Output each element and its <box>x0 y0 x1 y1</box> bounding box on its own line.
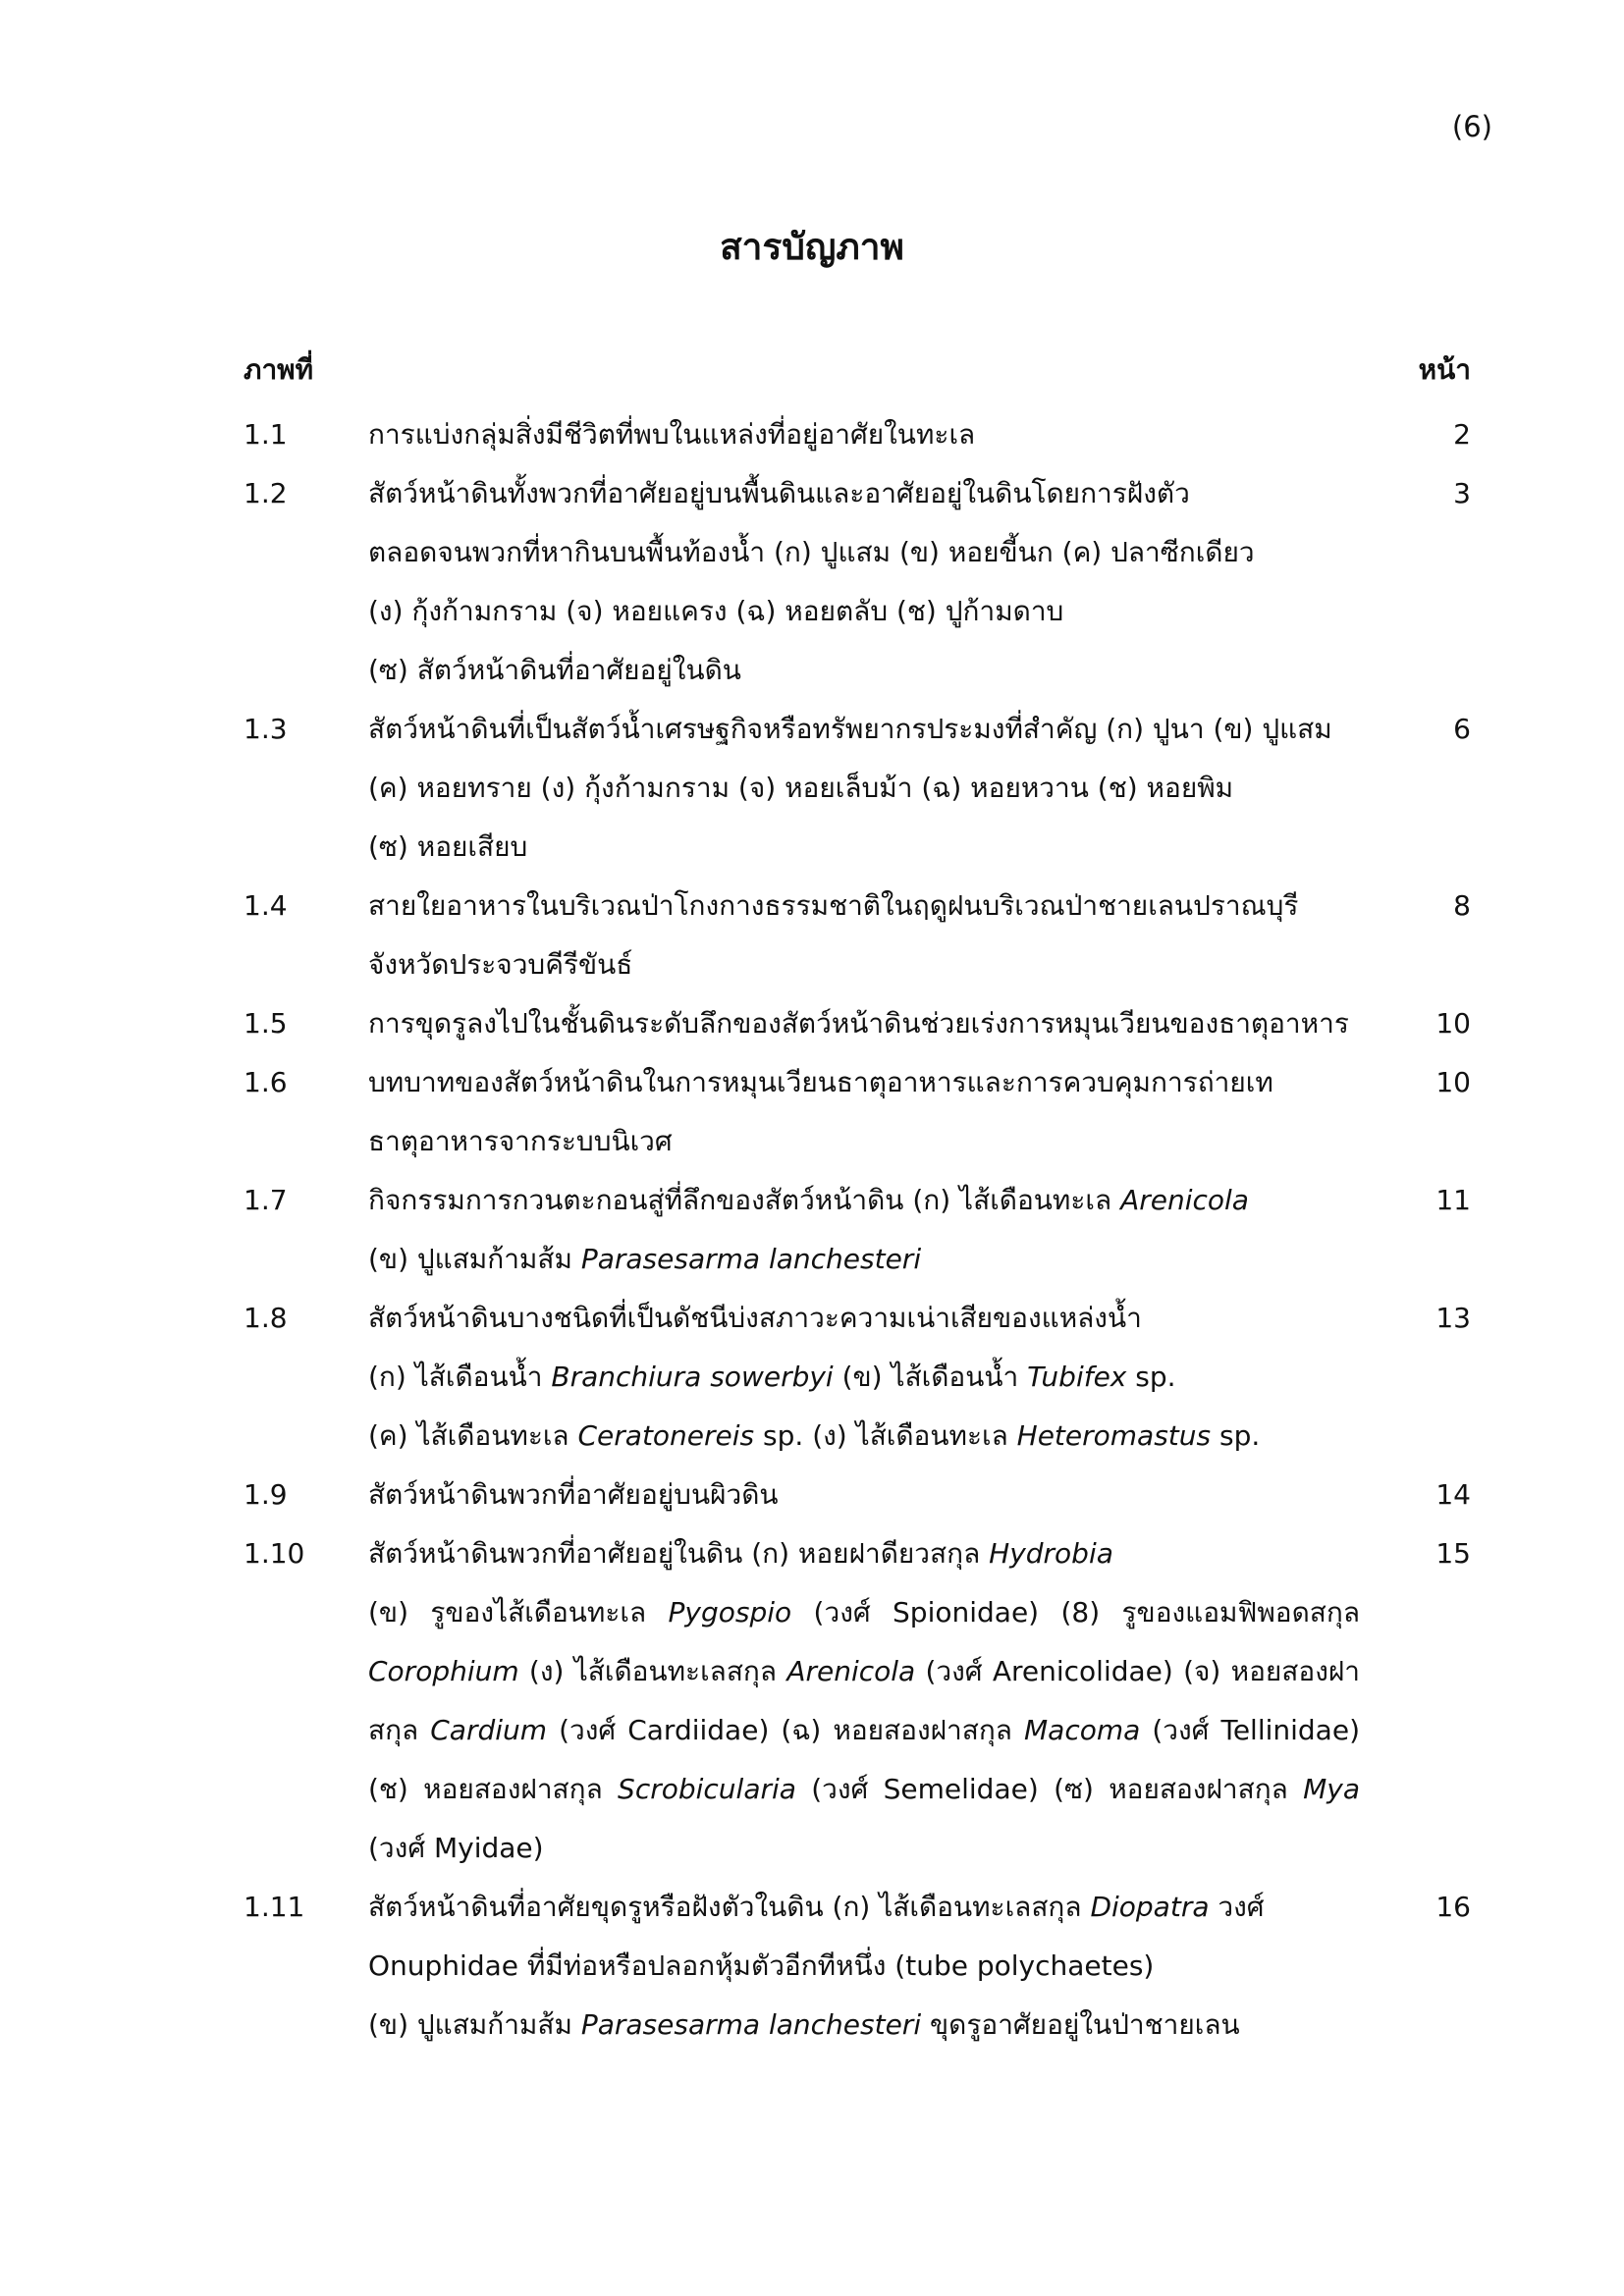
figure-page-number: 11 <box>1435 1184 1471 1216</box>
figure-page-number: 13 <box>1435 1302 1471 1334</box>
figure-number: 1.1 <box>244 418 288 451</box>
caption-text: กิจกรรมการกวนตะกอนสู่ที่ลึกของสัตว์หน้าดิน (ก) ไส้เดือนทะเล <box>368 1184 1121 1216</box>
caption-line <box>368 700 1360 759</box>
caption-line <box>368 1466 1360 1524</box>
caption-line <box>368 1524 1360 1583</box>
caption-line <box>368 1701 1360 1760</box>
figure-entry <box>0 700 1624 877</box>
figure-caption <box>368 700 1360 877</box>
caption-text: Onuphidae ที่มีท่อหรือปลอกหุ้มตัวอีกทีหนึ่ง (tube polychaetes) <box>368 1949 1155 1982</box>
caption-text: sp. <box>1126 1361 1176 1393</box>
caption-line <box>368 1642 1360 1701</box>
scientific-name: Pygospio <box>668 1596 792 1629</box>
figure-caption <box>368 994 1360 1053</box>
caption-text: สัตว์หน้าดินที่อาศัยขุดรูหรือฝังตัวในดิน (ก) ไส้เดือนทะเลสกุล <box>368 1891 1091 1923</box>
caption-line <box>368 641 1360 700</box>
caption-text: สัตว์หน้าดินบางชนิดที่เป็นดัชนีบ่งสภาวะความเน่าเสียของแหล่งน้ำ <box>368 1302 1142 1334</box>
caption-text: (วงศ์ Myidae) <box>368 1832 544 1864</box>
caption-line <box>368 405 1360 464</box>
figure-number: 1.11 <box>244 1891 305 1923</box>
page-number: (6) <box>1451 110 1492 143</box>
caption-text: (ช) หอยสองฝาสกุล <box>368 1773 619 1805</box>
page-title: สารบัญภาพ <box>720 226 904 268</box>
figure-entry <box>0 1171 1624 1289</box>
figure-list <box>0 405 1624 2055</box>
figure-column-header: ภาพที่ <box>244 353 314 386</box>
figure-entry <box>0 994 1624 1053</box>
caption-text: (วงศ์ Tellinidae) <box>1140 1714 1360 1746</box>
figure-caption <box>368 1524 1360 1878</box>
scientific-name: Ceratonereis <box>577 1419 755 1452</box>
figure-caption <box>368 405 1360 464</box>
figure-number: 1.4 <box>244 889 288 922</box>
scientific-name: Corophium <box>368 1655 519 1687</box>
caption-line <box>368 1348 1360 1407</box>
caption-line <box>368 1289 1360 1348</box>
caption-text: (ค) ไส้เดือนทะเล <box>368 1419 578 1452</box>
caption-text: จังหวัดประจวบคีรีขันธ์ <box>368 948 633 981</box>
caption-text: (ข) ปูแสมก้ามส้ม <box>368 2008 581 2041</box>
caption-text: ธาตุอาหารจากระบบนิเวศ <box>368 1125 673 1157</box>
caption-line <box>368 1171 1360 1230</box>
caption-text: sp. <box>1211 1419 1261 1452</box>
figure-page-number: 2 <box>1453 418 1471 451</box>
list-header <box>0 348 1624 392</box>
scientific-name: Arenicola <box>1120 1184 1249 1216</box>
figure-page-number: 15 <box>1435 1537 1471 1570</box>
figure-caption <box>368 1878 1360 2055</box>
caption-text: สัตว์หน้าดินพวกที่อาศัยอยู่บนผิวดิน <box>368 1478 779 1511</box>
figure-entry <box>0 1289 1624 1466</box>
figure-page-number: 6 <box>1453 713 1471 745</box>
figure-caption <box>368 1466 1360 1524</box>
figure-caption <box>368 1053 1360 1171</box>
caption-text: สัตว์หน้าดินที่เป็นสัตว์น้ำเศรษฐกิจหรือทรัพยากรประมงที่สำคัญ (ก) ปูนา (ข) ปูแสม <box>368 713 1332 745</box>
figure-page-number: 10 <box>1435 1066 1471 1098</box>
figure-entry <box>0 877 1624 994</box>
figure-entry <box>0 464 1624 700</box>
scientific-name: Mya <box>1303 1773 1360 1805</box>
caption-text: (ซ) สัตว์หน้าดินที่อาศัยอยู่ในดิน <box>368 654 741 686</box>
caption-text: การขุดรูลงไปในชั้นดินระดับลึกของสัตว์หน้าดินช่วยเร่งการหมุนเวียนของธาตุอาหาร <box>368 1007 1349 1040</box>
caption-line <box>368 464 1360 523</box>
caption-line <box>368 1053 1360 1112</box>
caption-line <box>368 1760 1360 1819</box>
caption-line <box>368 1937 1360 1996</box>
scientific-name: Macoma <box>1024 1714 1141 1746</box>
caption-text: (ข) ปูแสมก้ามส้ม <box>368 1243 581 1275</box>
scientific-name: Cardium <box>430 1714 548 1746</box>
caption-text: (วงศ์ Arenicolidae) (จ) หอยสองฝา <box>915 1655 1360 1687</box>
figure-entry <box>0 1878 1624 2055</box>
caption-line <box>368 582 1360 641</box>
caption-line <box>368 1112 1360 1171</box>
scientific-name: Hydrobia <box>989 1537 1113 1570</box>
caption-text: สัตว์หน้าดินทั้งพวกที่อาศัยอยู่บนพื้นดินและอาศัยอยู่ในดินโดยการฝังตัว <box>368 477 1190 509</box>
figure-number: 1.10 <box>244 1537 305 1570</box>
figure-page-number: 14 <box>1435 1478 1471 1511</box>
scientific-name: Branchiura sowerbyi <box>551 1361 834 1393</box>
figure-entry <box>0 405 1624 464</box>
caption-text: (วงศ์ Spionidae) (8) รูของแอมฟิพอดสกุล <box>791 1596 1360 1629</box>
figure-number: 1.9 <box>244 1478 288 1511</box>
scientific-name: Heteromastus <box>1016 1419 1212 1452</box>
caption-text: sp. (ง) ไส้เดือนทะเล <box>754 1419 1017 1452</box>
caption-line <box>368 935 1360 994</box>
caption-text: บทบาทของสัตว์หน้าดินในการหมุนเวียนธาตุอาหารและการควบคุมการถ่ายเท <box>368 1066 1273 1098</box>
caption-text: (วงศ์ Semelidae) (ซ) หอยสองฝาสกุล <box>795 1773 1304 1805</box>
scientific-name: Tubifex <box>1027 1361 1127 1393</box>
caption-text: (ก) ไส้เดือนน้ำ <box>368 1361 552 1393</box>
caption-text: ตลอดจนพวกที่หากินบนพื้นท้องน้ำ (ก) ปูแสม (ข) หอยขี้นก (ค) ปลาซีกเดียว <box>368 536 1255 568</box>
caption-line <box>368 818 1360 877</box>
caption-line <box>368 759 1360 818</box>
figure-caption <box>368 877 1360 994</box>
caption-line <box>368 1583 1360 1642</box>
figure-page-number: 8 <box>1453 889 1471 922</box>
caption-text: (วงศ์ Cardiidae) (ฉ) หอยสองฝาสกุล <box>547 1714 1025 1746</box>
caption-text: (ซ) หอยเสียบ <box>368 830 528 863</box>
figure-page-number: 10 <box>1435 1007 1471 1040</box>
caption-line <box>368 994 1360 1053</box>
figure-entry <box>0 1466 1624 1524</box>
caption-text: การแบ่งกลุ่มสิ่งมีชีวิตที่พบในแหล่งที่อยู่อาศัยในทะเล <box>368 418 976 451</box>
caption-text: (ง) กุ้งก้ามกราม (จ) หอยแครง (ฉ) หอยตลับ (ช) ปูก้ามดาบ <box>368 595 1064 627</box>
figure-number: 1.2 <box>244 477 288 509</box>
figure-page-number: 16 <box>1435 1891 1471 1923</box>
figure-page-number: 3 <box>1453 477 1471 509</box>
caption-line <box>368 1230 1360 1289</box>
caption-line <box>368 1878 1360 1937</box>
caption-text: วงศ์ <box>1209 1891 1265 1923</box>
caption-line <box>368 1996 1360 2055</box>
caption-text: (ค) หอยทราย (ง) กุ้งก้ามกราม (จ) หอยเล็บม้า (ฉ) หอยหวาน (ช) หอยพิม <box>368 772 1234 804</box>
caption-line <box>368 1407 1360 1466</box>
figure-number: 1.7 <box>244 1184 288 1216</box>
caption-text: สัตว์หน้าดินพวกที่อาศัยอยู่ในดิน (ก) หอยฝาดียวสกุล <box>368 1537 990 1570</box>
figure-number: 1.8 <box>244 1302 288 1334</box>
caption-text: ขุดรูอาศัยอยู่ในป่าชายเลน <box>921 2008 1240 2041</box>
figure-number: 1.6 <box>244 1066 288 1098</box>
figure-caption <box>368 464 1360 700</box>
caption-text: (ข) ไส้เดือนน้ำ <box>833 1361 1028 1393</box>
caption-text: สายใยอาหารในบริเวณป่าโกงกางธรรมชาติในฤดูฝนบริเวณป่าชายเลนปราณบุรี <box>368 889 1299 922</box>
caption-text: สกุล <box>368 1714 431 1746</box>
caption-line <box>368 523 1360 582</box>
page-column-header: หน้า <box>1418 353 1471 386</box>
scientific-name: Parasesarma lanchesteri <box>580 2008 922 2041</box>
figure-caption <box>368 1171 1360 1289</box>
caption-line <box>368 1819 1360 1878</box>
figure-number: 1.3 <box>244 713 288 745</box>
scientific-name: Arenicola <box>786 1655 916 1687</box>
caption-text: (ง) ไส้เดือนทะเลสกุล <box>518 1655 787 1687</box>
caption-line <box>368 877 1360 935</box>
caption-text: (ข) รูของไส้เดือนทะเล <box>368 1596 669 1629</box>
figure-number: 1.5 <box>244 1007 288 1040</box>
scientific-name: Diopatra <box>1090 1891 1210 1923</box>
figure-caption <box>368 1289 1360 1466</box>
figure-entry <box>0 1524 1624 1878</box>
scientific-name: Parasesarma lanchesteri <box>580 1243 922 1275</box>
figure-entry <box>0 1053 1624 1171</box>
scientific-name: Scrobicularia <box>618 1773 796 1805</box>
